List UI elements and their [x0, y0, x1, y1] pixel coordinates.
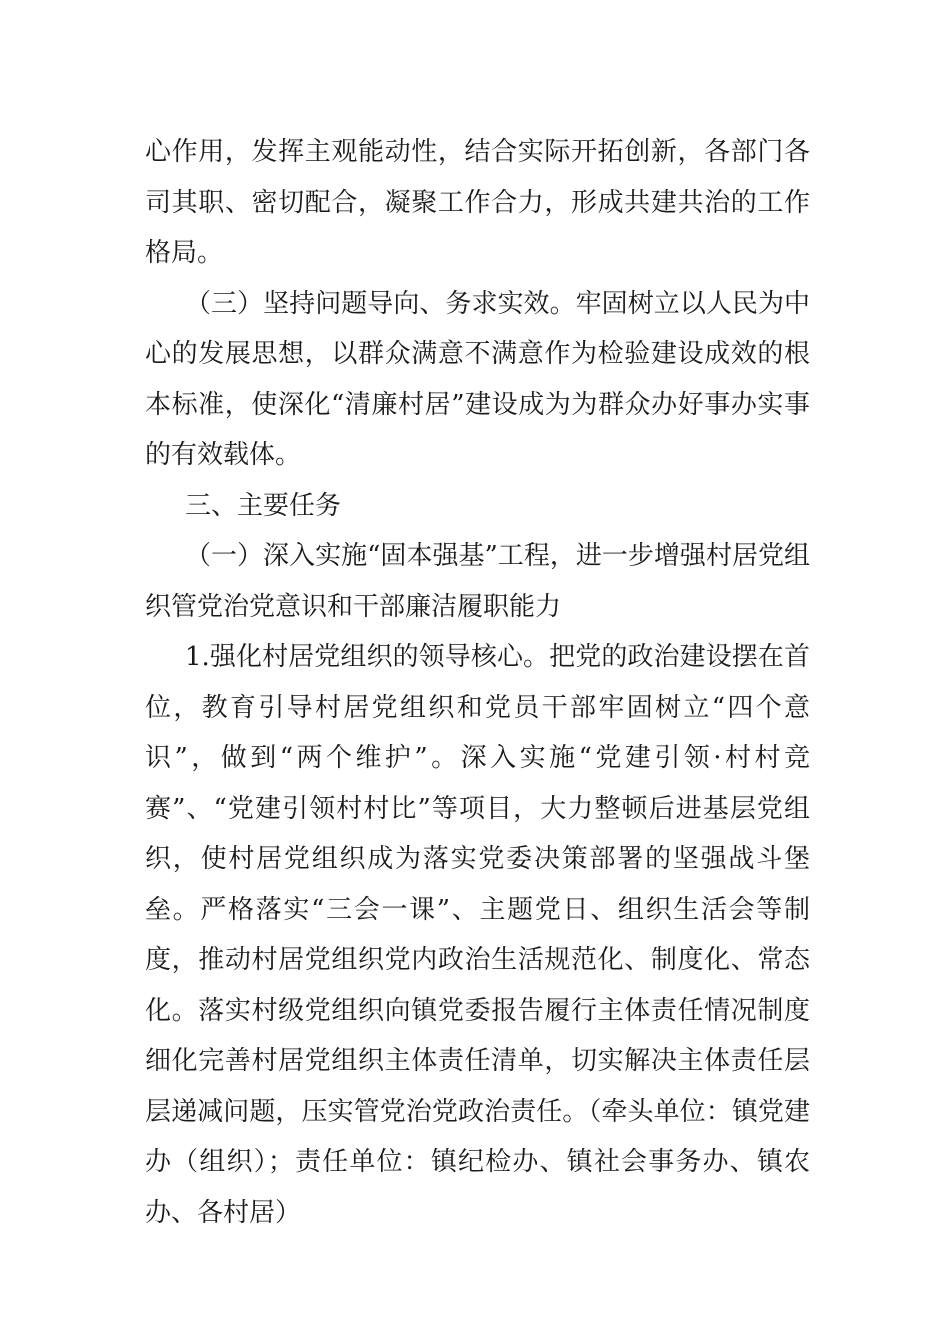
section-heading-main-tasks: 三、主要任务	[185, 490, 342, 521]
paragraph-principle-three: （三）坚持问题导向、务求实效。牢固树立以人民为中心的发展思想，以群众满意不满意作为检验建设成效的根本标准，使深化“清廉村居”建设成为为群众办好事办实事的有效载体。	[145, 288, 810, 470]
paragraph-continuation: 心作用，发挥主观能动性，结合实际开拓创新，各部门各司其职、密切配合，凝聚工作合力，形成共建共治的工作格局。	[145, 137, 810, 268]
document-body	[145, 127, 810, 1238]
subsection-heading-one: （一）深入实施“固本强基”工程，进一步增强村居党组织管党治党意识和干部廉洁履职能力	[145, 541, 810, 622]
paragraph-item-one: 1.强化村居党组织的领导核心。把党的政治建设摆在首位，教育引导村居党组织和党员干部牢固树立“四个意识”，做到“两个维护”。深入实施“党建引领·村村竞赛”、“党建引领村村比”等项目，大力整顿后进基层党组织，使村居党组织成为落实党委决策部署的坚强战斗堡垒。严格落实“三会一课”、主题党日、组织生活会等制度，推动村居党组织党内政治生活规范化、制度化、常态化。落实村级党组织向镇党委报告履行主体责任情况制度细化完善村居党组织主体责任清单，切实解决主体责任层层递减问题，压实管党治党政治责任。（牵头单位：镇党建办（组织）；责任单位：镇纪检办、镇社会事务办、镇农办、各村居）	[145, 642, 810, 1228]
